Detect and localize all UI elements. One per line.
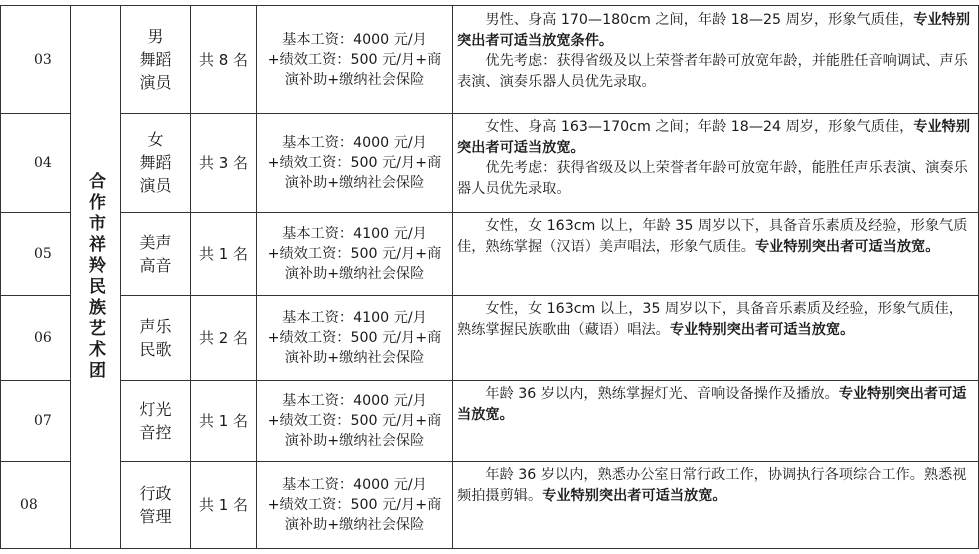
salary-line: 演补助+缴纳社会保险 xyxy=(284,265,425,282)
requirements-cell xyxy=(457,299,973,378)
col-divider xyxy=(452,5,453,549)
requirements-paragraph xyxy=(457,216,973,257)
requirements-paragraph xyxy=(457,299,973,340)
salary-text xyxy=(268,391,442,451)
requirements-cell xyxy=(457,117,973,210)
position-code-cell xyxy=(20,461,60,548)
salary-line: 演补助+缴纳社会保险 xyxy=(284,432,425,449)
position-name: 男 舞蹈 演员 xyxy=(139,27,172,92)
salary-cell xyxy=(257,380,452,461)
position-code: 06 xyxy=(34,329,52,346)
position-name: 声乐 民歌 xyxy=(139,316,172,359)
requirements-cell xyxy=(457,216,973,293)
salary-line: 基本工资：4100 元/月 xyxy=(282,225,427,242)
requirements-paragraph xyxy=(457,384,973,425)
requirements-paragraph xyxy=(457,51,973,92)
headcount-cell xyxy=(191,461,256,548)
salary-line: 基本工资：4000 元/月 xyxy=(282,392,427,409)
salary-line: 基本工资：4100 元/月 xyxy=(282,309,427,326)
requirements-text: 女性、身高 163—170cm 之间；年龄 18—24 周岁，形象气质佳， xyxy=(485,119,914,135)
position-name-cell xyxy=(121,461,190,548)
salary-cell xyxy=(257,113,452,212)
requirements-emphasis: 专业特别突出者可适当放宽。 xyxy=(754,238,940,255)
headcount-cell xyxy=(191,380,256,461)
salary-cell xyxy=(257,6,452,113)
requirements-emphasis: 专业特别突出者可适当放宽。 xyxy=(542,487,727,504)
headcount: 共 1 名 xyxy=(198,412,249,430)
headcount-cell xyxy=(191,295,256,380)
organization-cell xyxy=(71,6,120,548)
salary-line: 基本工资：4000 元/月 xyxy=(282,31,427,48)
salary-line: 演补助+缴纳社会保险 xyxy=(284,71,425,88)
salary-line: 演补助+缴纳社会保险 xyxy=(284,516,425,533)
salary-cell xyxy=(257,212,452,295)
position-name-cell xyxy=(121,212,190,295)
headcount: 共 1 名 xyxy=(198,245,249,263)
position-code-cell xyxy=(34,113,74,212)
requirements-text: 年龄 36 岁以内，熟练掌握灯光、音响设备操作及播放。 xyxy=(485,386,839,402)
headcount-cell xyxy=(191,6,256,113)
headcount-cell xyxy=(191,113,256,212)
requirements-text: 年龄 36 岁以内，熟悉办公室日常行政工作，协调执行各项综合工作。熟悉视频拍摄剪辑。 xyxy=(457,467,967,504)
salary-line: +绩效工资：500 元/月+商 xyxy=(267,496,442,513)
salary-text xyxy=(268,30,442,90)
requirements-text: 男性、身高 170—180cm 之间，年龄 18—25 周岁，形象气质佳， xyxy=(485,12,914,28)
salary-cell xyxy=(257,461,452,548)
position-code: 08 xyxy=(20,496,38,513)
headcount: 共 3 名 xyxy=(198,154,249,172)
headcount-cell xyxy=(191,212,256,295)
salary-text xyxy=(268,475,442,535)
headcount: 共 2 名 xyxy=(198,329,249,347)
requirements-cell xyxy=(457,384,973,459)
position-code: 05 xyxy=(34,245,52,262)
position-code: 04 xyxy=(34,154,52,171)
position-name-cell xyxy=(121,295,190,380)
salary-text xyxy=(268,308,442,368)
table-border-left xyxy=(0,5,1,549)
requirements-emphasis: 专业特别突出者可适当放宽。 xyxy=(457,386,967,423)
requirements-paragraph xyxy=(457,117,973,158)
requirements-emphasis: 专业特别突出者可适当放宽条件。 xyxy=(457,12,971,49)
requirements-cell xyxy=(457,10,973,111)
requirements-paragraph xyxy=(457,10,973,51)
salary-line: +绩效工资：500 元/月+商 xyxy=(267,412,442,429)
salary-text xyxy=(268,133,442,193)
salary-line: 基本工资：4000 元/月 xyxy=(282,134,427,151)
position-name: 行政 管理 xyxy=(139,483,172,526)
organization-name: 合作市祥羚民族艺术团 xyxy=(85,172,105,382)
salary-line: +绩效工资：500 元/月+商 xyxy=(267,154,442,171)
salary-line: 演补助+缴纳社会保险 xyxy=(284,174,425,191)
position-code-cell xyxy=(34,295,74,380)
headcount: 共 1 名 xyxy=(198,496,249,514)
position-name-cell xyxy=(121,113,190,212)
position-code-cell xyxy=(34,380,74,461)
requirements-cell xyxy=(457,465,973,546)
position-name-cell xyxy=(121,6,190,113)
salary-text xyxy=(268,224,442,284)
requirements-text: 优先考虑：获得省级及以上荣誉者年龄可放宽年龄，能胜任声乐表演、演奏乐器人员优先录取。 xyxy=(457,160,968,197)
position-code: 03 xyxy=(34,51,52,68)
position-name-cell xyxy=(121,380,190,461)
salary-line: 演补助+缴纳社会保险 xyxy=(284,349,425,366)
position-name: 美声 高音 xyxy=(139,232,172,275)
salary-line: +绩效工资：500 元/月+商 xyxy=(267,329,442,346)
requirements-paragraph xyxy=(457,465,973,506)
position-name: 女 舞蹈 演员 xyxy=(139,130,172,195)
salary-line: +绩效工资：500 元/月+商 xyxy=(267,245,442,262)
requirements-text: 优先考虑：获得省级及以上荣誉者年龄可放宽年龄，并能胜任音响调试、声乐表演、演奏乐器人员优先录取。 xyxy=(457,53,968,90)
headcount: 共 8 名 xyxy=(198,51,249,69)
position-code-cell xyxy=(34,6,74,113)
requirements-emphasis: 专业特别突出者可适当放宽。 xyxy=(669,321,855,338)
requirements-text: 女性，女 163cm 以上，年龄 35 周岁以下，具备音乐素质及经验，形象气质佳，熟练掌握（汉语）美声唱法，形象气质佳。 xyxy=(457,218,968,255)
position-code: 07 xyxy=(34,412,52,429)
requirements-text: 女性，女 163cm 以上，35 周岁以下，具备音乐素质及经验，形象气质佳，熟练掌握民族歌曲（藏语）唱法。 xyxy=(457,301,963,338)
position-name: 灯光 音控 xyxy=(139,399,172,442)
salary-line: +绩效工资：500 元/月+商 xyxy=(267,51,442,68)
position-code-cell xyxy=(34,212,74,295)
salary-cell xyxy=(257,295,452,380)
requirements-paragraph xyxy=(457,158,973,199)
table-border-bottom xyxy=(0,548,979,549)
requirements-emphasis: 专业特别突出者可适当放宽。 xyxy=(457,119,971,156)
salary-line: 基本工资：4000 元/月 xyxy=(282,476,427,493)
